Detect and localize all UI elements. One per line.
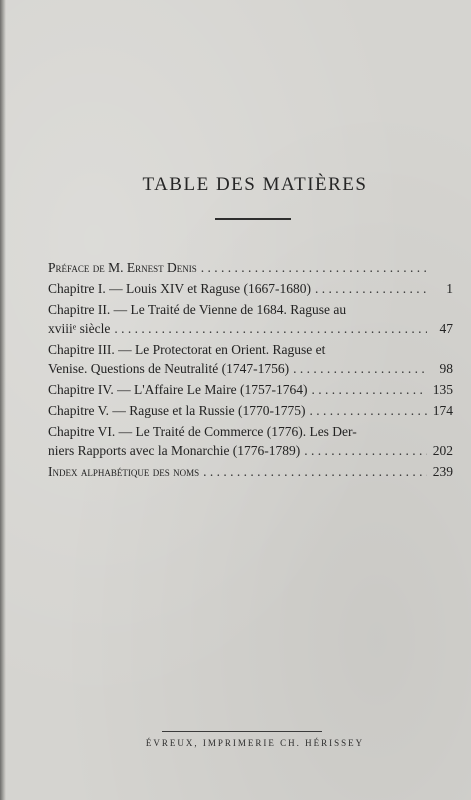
toc-entry-title: Chapitre I. — Louis XIV et Raguse (1667-1680) (48, 281, 311, 296)
table-of-contents (48, 258, 453, 481)
toc-entry-page: 1 (446, 281, 453, 296)
dot-leaders (114, 319, 427, 338)
dot-leaders (203, 462, 427, 481)
toc-entry-chapter-5 (48, 401, 453, 420)
printer-imprint: ÉVREUX, IMPRIMERIE CH. HÉRISSEY (145, 738, 365, 748)
toc-entry-chapter-3 (48, 340, 453, 378)
toc-entry-page: 98 (439, 361, 453, 376)
toc-entry-page: 135 (432, 382, 453, 397)
toc-entry-title: Chapitre V. — Raguse et la Russie (1770-1775) (48, 403, 306, 418)
toc-entry-title: Chapitre VI. — Le Traité de Commerce (1776). Les Der- (48, 424, 357, 439)
footer-divider (162, 731, 322, 732)
toc-entry-title: Index alphabétique des noms (48, 464, 200, 479)
toc-entry-chapter-1 (48, 279, 453, 298)
toc-entry-page: 174 (432, 403, 453, 418)
dot-leaders (293, 359, 427, 378)
dot-leaders (304, 441, 427, 460)
toc-entry-title: Chapitre III. — Le Protectorat en Orient. Raguse et (48, 342, 326, 357)
toc-entry-chapter-6 (48, 422, 453, 460)
toc-entry-title: Chapitre II. — Le Traité de Vienne de 1684. Raguse au (48, 302, 347, 317)
toc-entry-title: Chapitre IV. — L'Affaire Le Maire (1757-1764) (48, 382, 308, 397)
toc-entry-index (48, 462, 453, 481)
dot-leaders (315, 279, 427, 298)
dot-leaders (311, 380, 427, 399)
toc-entry-preface (48, 258, 453, 277)
toc-entry-title-continued: Venise. Questions de Neutralité (1747-1756) (48, 361, 290, 376)
toc-entry-title-continued: niers Rapports avec la Monarchie (1776-1789) (48, 443, 301, 458)
page-title: TABLE DES MATIÈRES (142, 174, 368, 195)
dot-leaders (201, 258, 427, 277)
dot-leaders (309, 401, 427, 420)
toc-entry-page: 239 (432, 464, 453, 479)
toc-entry-page: 47 (439, 321, 453, 336)
toc-entry-title: Préface de M. Ernest Denis (48, 260, 197, 275)
toc-entry-title-continued: xviiiᵉ siècle (48, 321, 111, 336)
page-binding-edge (0, 0, 6, 800)
toc-entry-chapter-4 (48, 380, 453, 399)
toc-entry-page: 202 (432, 443, 453, 458)
toc-entry-chapter-2 (48, 300, 453, 338)
title-divider (215, 218, 291, 220)
